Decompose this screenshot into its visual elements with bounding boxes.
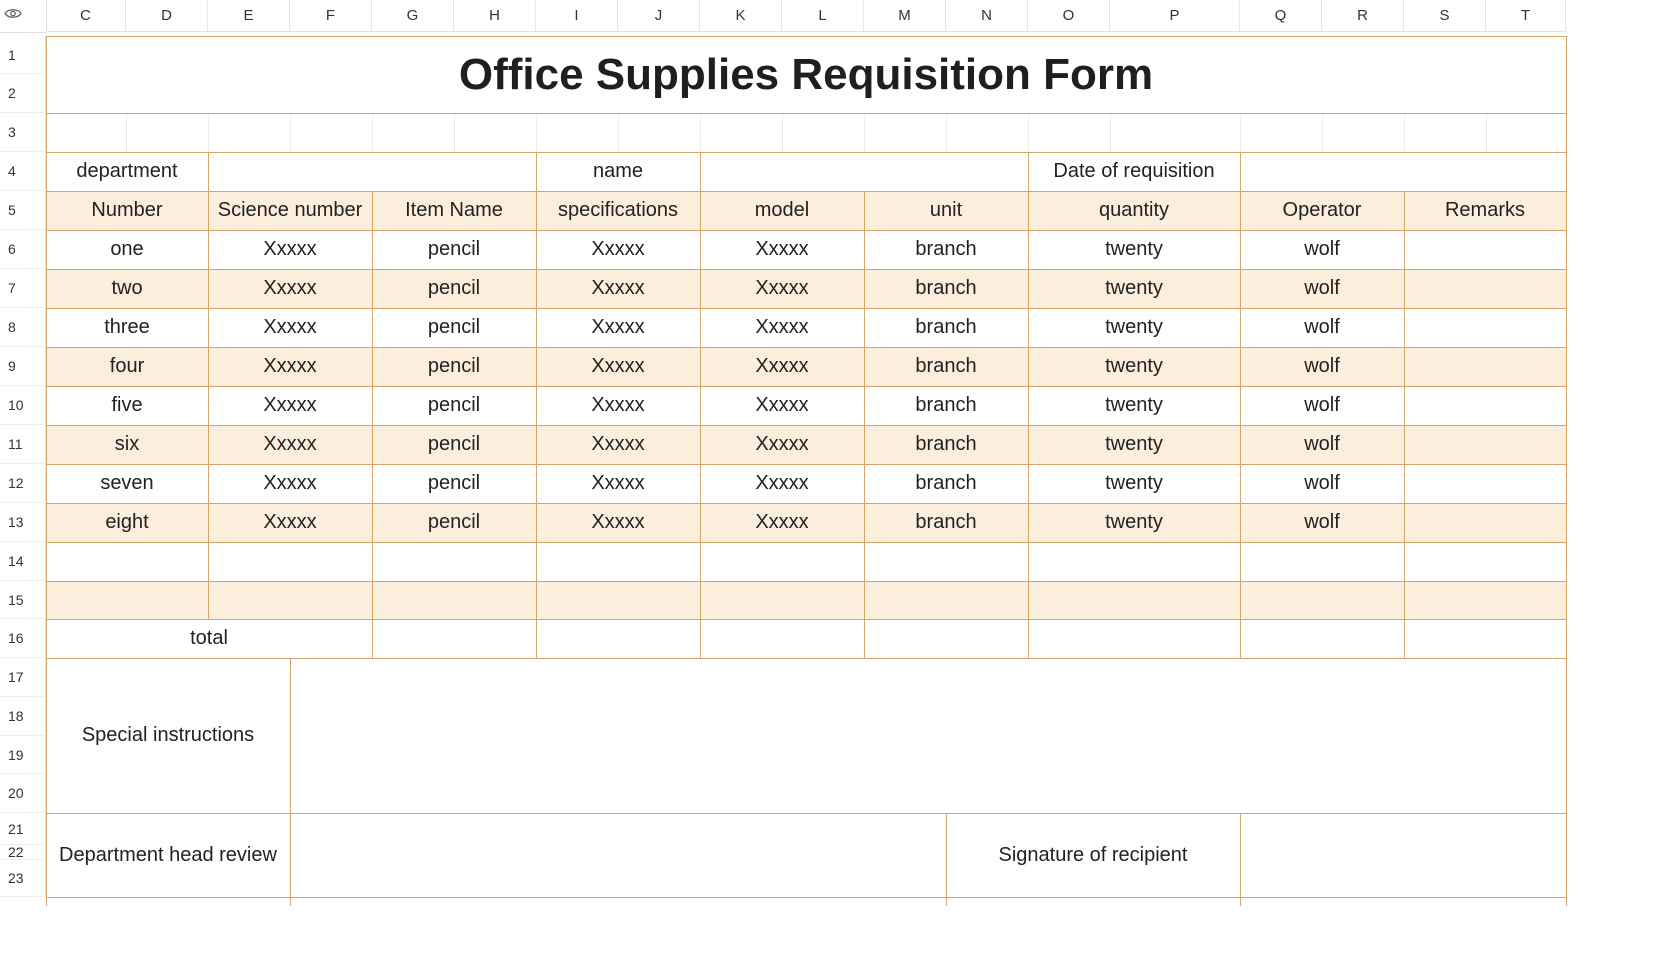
cell-border [46, 113, 1567, 114]
table-cell[interactable] [1404, 386, 1566, 425]
table-cell[interactable] [1404, 464, 1566, 503]
table-cell[interactable]: Xxxxx [263, 316, 317, 338]
column-header-s[interactable]: S [1404, 0, 1486, 32]
table-cell[interactable] [1028, 542, 1240, 581]
row-header-5[interactable]: 5 [0, 191, 46, 230]
cell-border [46, 36, 47, 906]
column-title-operator[interactable]: Operator [1282, 199, 1362, 221]
column-header-n[interactable]: N [946, 0, 1028, 32]
signature-label[interactable]: Signature of recipient [998, 843, 1188, 866]
table-cell[interactable]: Xxxxx [591, 316, 645, 338]
cell-border [1240, 191, 1241, 620]
table-cell[interactable]: Xxxxx [263, 394, 317, 416]
cell-border [1404, 619, 1405, 659]
table-cell[interactable] [864, 542, 1028, 581]
cell-border [46, 542, 1567, 543]
column-header-d[interactable]: D [126, 0, 208, 32]
table-cell[interactable]: twenty [1105, 316, 1163, 338]
table-cell[interactable]: one [110, 238, 144, 260]
department-label[interactable]: department [76, 160, 178, 182]
table-cell[interactable]: pencil [427, 277, 481, 299]
cell-border [46, 152, 1567, 153]
cell-border [46, 347, 1567, 348]
total-label[interactable]: total [190, 627, 228, 649]
grid-line [290, 113, 291, 152]
cell-border [46, 230, 1567, 231]
table-cell[interactable]: twenty [1105, 433, 1163, 455]
cell-border [536, 191, 537, 620]
table-cell[interactable]: five [111, 394, 143, 416]
table-cell[interactable]: wolf [1304, 433, 1340, 455]
department-head-field[interactable] [290, 813, 946, 897]
table-cell[interactable]: branch [915, 355, 977, 377]
cell-border [372, 619, 373, 659]
cell-border [1240, 813, 1241, 906]
cell-border [46, 581, 1567, 582]
grid-line [454, 113, 455, 152]
table-cell[interactable]: wolf [1304, 316, 1340, 338]
column-header-h[interactable]: H [454, 0, 536, 32]
grid-line [536, 113, 537, 152]
cell-border [864, 619, 865, 659]
table-cell[interactable]: Xxxxx [591, 277, 645, 299]
row-header-4[interactable]: 4 [0, 152, 46, 191]
column-header-e[interactable]: E [208, 0, 290, 32]
column-header-o[interactable]: O [1028, 0, 1110, 32]
cell-border [46, 813, 1567, 814]
table-cell[interactable]: Xxxxx [263, 355, 317, 377]
table-cell[interactable] [1404, 308, 1566, 347]
cell-border [1404, 191, 1405, 620]
special-instructions-label[interactable]: Special instructions [81, 724, 255, 746]
select-all-corner[interactable] [0, 0, 47, 33]
grid-line [1028, 113, 1029, 152]
table-cell[interactable] [208, 581, 372, 619]
row-header-3[interactable]: 3 [0, 113, 46, 152]
table-cell[interactable]: branch [915, 316, 977, 338]
special-instructions-field[interactable] [290, 658, 1566, 813]
column-title-quantity[interactable]: quantity [1098, 199, 1170, 221]
row-header-19[interactable]: 19 [0, 736, 46, 774]
cell-border [46, 897, 1567, 898]
row-header-23[interactable]: 23 [0, 860, 46, 897]
grid-line [782, 113, 783, 152]
cell-border [372, 191, 373, 620]
table-cell[interactable]: seven [100, 472, 154, 494]
table-cell[interactable] [864, 581, 1028, 619]
row-header-20[interactable]: 20 [0, 774, 46, 813]
column-header-r[interactable]: R [1322, 0, 1404, 32]
table-cell[interactable]: two [111, 277, 143, 299]
column-header-f[interactable]: F [290, 0, 372, 32]
column-title-specifications[interactable]: specifications [557, 199, 679, 221]
table-cell[interactable]: wolf [1304, 277, 1340, 299]
row-header-2[interactable]: 2 [0, 74, 46, 113]
table-cell[interactable]: Xxxxx [591, 511, 645, 533]
table-cell[interactable]: Xxxxx [591, 433, 645, 455]
table-cell[interactable]: branch [915, 277, 977, 299]
grid-line [1110, 113, 1111, 152]
cell-border [700, 191, 701, 620]
row-header-1[interactable]: 1 [0, 36, 46, 74]
signature-field[interactable] [1240, 813, 1566, 897]
table-cell[interactable] [1028, 581, 1240, 619]
table-cell[interactable] [1404, 347, 1566, 386]
cell-border [1028, 619, 1029, 659]
table-cell[interactable]: Xxxxx [755, 238, 809, 260]
column-header-t[interactable]: T [1486, 0, 1566, 32]
table-cell[interactable]: branch [915, 511, 977, 533]
grid-line [1486, 113, 1487, 152]
cell-border [46, 503, 1567, 504]
table-cell[interactable]: Xxxxx [263, 238, 317, 260]
column-title-model[interactable]: model [754, 199, 810, 221]
table-cell[interactable] [46, 542, 208, 581]
row-header-10[interactable]: 10 [0, 386, 46, 425]
table-cell[interactable]: Xxxxx [755, 355, 809, 377]
cell-border [46, 386, 1567, 387]
row-header-9[interactable]: 9 [0, 347, 46, 386]
column-title-remarks[interactable]: Remarks [1444, 199, 1525, 221]
cell-border [700, 619, 701, 659]
grid-line [126, 113, 127, 152]
table-cell[interactable]: twenty [1105, 355, 1163, 377]
table-cell[interactable]: Xxxxx [591, 472, 645, 494]
table-cell[interactable] [372, 542, 536, 581]
cell-border [1028, 152, 1029, 192]
eye-icon[interactable] [4, 8, 22, 19]
column-header-j[interactable]: J [618, 0, 700, 32]
column-title-item-name[interactable]: Item Name [405, 199, 503, 221]
table-cell[interactable]: pencil [427, 511, 481, 533]
column-title-number[interactable]: Number [91, 199, 163, 221]
cell-border [46, 308, 1567, 309]
column-header-i[interactable]: I [536, 0, 618, 32]
table-cell[interactable]: six [114, 433, 140, 455]
table-cell[interactable]: Xxxxx [755, 433, 809, 455]
table-cell[interactable]: wolf [1304, 472, 1340, 494]
name-label[interactable]: name [592, 160, 644, 182]
table-cell[interactable]: three [104, 316, 150, 338]
cell-border [536, 152, 537, 192]
row-header-17[interactable]: 17 [0, 658, 46, 697]
cell-border [700, 152, 701, 192]
cell-border [208, 191, 209, 620]
cell-border [536, 619, 537, 659]
table-cell[interactable] [208, 542, 372, 581]
table-cell[interactable]: pencil [427, 433, 481, 455]
grid-line [1240, 113, 1241, 152]
cell-border [1240, 152, 1241, 192]
table-cell[interactable] [1404, 269, 1566, 308]
column-header-g[interactable]: G [372, 0, 454, 32]
table-cell[interactable]: Xxxxx [591, 394, 645, 416]
table-cell[interactable] [700, 542, 864, 581]
table-cell[interactable]: wolf [1304, 394, 1340, 416]
table-cell[interactable]: four [109, 355, 145, 377]
cell-border [46, 191, 1567, 192]
grid-line [700, 113, 701, 152]
table-cell[interactable]: pencil [427, 238, 481, 260]
table-cell[interactable]: Xxxxx [263, 472, 317, 494]
table-cell[interactable]: eight [105, 511, 149, 533]
column-title-unit[interactable]: unit [929, 199, 963, 221]
table-cell[interactable] [1404, 425, 1566, 464]
cell-border [46, 619, 1567, 620]
table-cell[interactable]: Xxxxx [755, 394, 809, 416]
date-label[interactable]: Date of requisition [1053, 160, 1215, 182]
table-cell[interactable]: branch [915, 433, 977, 455]
table-cell[interactable] [700, 581, 864, 619]
table-cell[interactable]: twenty [1105, 394, 1163, 416]
table-cell[interactable]: pencil [427, 472, 481, 494]
row-header-18[interactable]: 18 [0, 697, 46, 736]
table-cell[interactable] [46, 581, 208, 619]
row-header-7[interactable]: 7 [0, 269, 46, 308]
table-cell[interactable] [1404, 230, 1566, 269]
table-cell[interactable]: Xxxxx [591, 355, 645, 377]
table-cell[interactable]: Xxxxx [755, 472, 809, 494]
table-cell[interactable]: twenty [1105, 511, 1163, 533]
table-cell[interactable]: Xxxxx [591, 238, 645, 260]
cell-border [946, 813, 947, 906]
column-header-p[interactable]: P [1110, 0, 1240, 32]
row-header-8[interactable]: 8 [0, 308, 46, 347]
column-header-q[interactable]: Q [1240, 0, 1322, 32]
column-header-k[interactable]: K [700, 0, 782, 32]
row-header-6[interactable]: 6 [0, 230, 46, 269]
form-title[interactable]: Office Supplies Requisition Form [458, 49, 1154, 99]
table-cell[interactable]: twenty [1105, 277, 1163, 299]
cell-border [1240, 619, 1241, 659]
table-cell[interactable] [372, 581, 536, 619]
department-field[interactable] [208, 152, 536, 191]
table-cell[interactable]: twenty [1105, 472, 1163, 494]
grid-line [1404, 113, 1405, 152]
table-cell[interactable] [1240, 542, 1404, 581]
cell-border [46, 36, 1567, 37]
grid-line [864, 113, 865, 152]
cell-border [46, 658, 1567, 659]
column-header-l[interactable]: L [782, 0, 864, 32]
table-cell[interactable] [1404, 542, 1566, 581]
cell-border [46, 269, 1567, 270]
cell-border [46, 464, 1567, 465]
cell-border [290, 658, 291, 906]
table-cell[interactable] [536, 542, 700, 581]
column-header-c[interactable]: C [46, 0, 126, 32]
table-cell[interactable]: Xxxxx [263, 277, 317, 299]
table-cell[interactable] [1404, 503, 1566, 542]
cell-border [1566, 36, 1567, 906]
table-cell[interactable]: pencil [427, 355, 481, 377]
cell-border [208, 152, 209, 192]
table-cell[interactable] [1240, 581, 1404, 619]
table-cell[interactable]: Xxxxx [263, 433, 317, 455]
row-header-16[interactable]: 16 [0, 619, 46, 658]
row-header-11[interactable]: 11 [0, 425, 46, 464]
table-cell[interactable]: branch [915, 394, 977, 416]
table-cell[interactable]: Xxxxx [755, 511, 809, 533]
row-header-12[interactable]: 12 [0, 464, 46, 503]
department-head-label[interactable]: Department head review [59, 843, 277, 866]
grid-line [946, 113, 947, 152]
row-header-15[interactable]: 15 [0, 581, 46, 619]
table-cell[interactable] [1404, 581, 1566, 619]
row-header-13[interactable]: 13 [0, 503, 46, 542]
row-header-22[interactable]: 22 [0, 845, 46, 860]
table-cell[interactable]: pencil [427, 316, 481, 338]
grid-line [618, 113, 619, 152]
table-cell[interactable]: branch [915, 238, 977, 260]
cell-border [864, 191, 865, 620]
name-field[interactable] [700, 152, 1028, 191]
table-cell[interactable] [536, 581, 700, 619]
column-header-m[interactable]: M [864, 0, 946, 32]
grid-line [1322, 113, 1323, 152]
table-cell[interactable]: twenty [1105, 238, 1163, 260]
table-cell[interactable]: pencil [427, 394, 481, 416]
table-cell[interactable]: wolf [1304, 511, 1340, 533]
row-header-14[interactable]: 14 [0, 542, 46, 581]
cell-border [46, 425, 1567, 426]
table-cell[interactable]: Xxxxx [755, 316, 809, 338]
grid-line [208, 113, 209, 152]
grid-line [372, 113, 373, 152]
cell-border [1028, 191, 1029, 620]
table-cell[interactable]: wolf [1304, 355, 1340, 377]
table-cell[interactable]: Xxxxx [755, 277, 809, 299]
table-cell[interactable]: wolf [1304, 238, 1340, 260]
table-cell[interactable]: Xxxxx [263, 511, 317, 533]
column-title-science-number[interactable]: Science number [217, 199, 363, 221]
date-field[interactable] [1240, 152, 1566, 191]
table-cell[interactable]: branch [915, 472, 977, 494]
row-header-21[interactable]: 21 [0, 813, 46, 845]
